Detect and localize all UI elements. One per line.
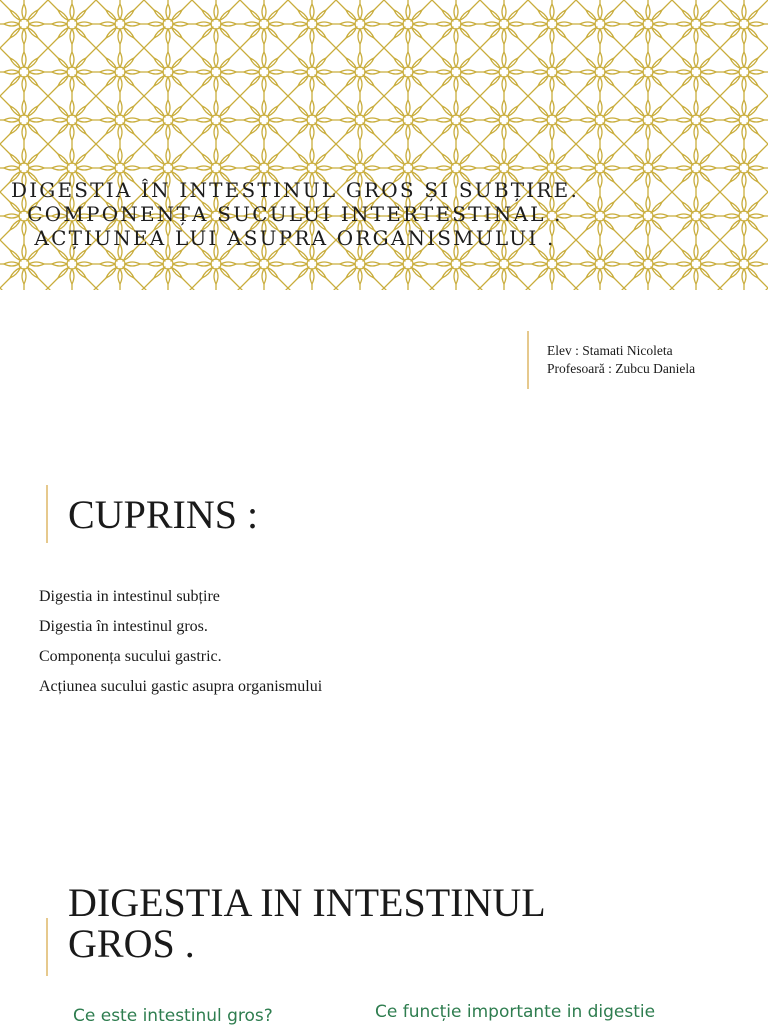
title-slide	[0, 0, 768, 452]
question-left: Ce este intestinul gros?	[73, 1006, 273, 1026]
list-item: Componența sucului gastric.	[39, 648, 222, 665]
contents-list	[39, 582, 322, 702]
title-line-1: DIGESTIA ÎN INTESTINUL GROS ȘI SUBȚIRE.	[10, 178, 580, 202]
title-line-2: COMPONENȚA SUCULUI INTERTESTINAL .	[27, 202, 563, 226]
section-title-line-2: GROS .	[68, 921, 195, 966]
accent-bar	[46, 918, 48, 976]
list-item: Digestia in intestinul subțire	[39, 588, 220, 605]
list-item: Acțiunea sucului gastic asupra organismului	[39, 678, 323, 695]
accent-bar	[46, 485, 48, 543]
contents-heading: CUPRINS :	[68, 492, 259, 537]
section-title	[68, 882, 546, 964]
section-title-line-1: DIGESTIA IN INTESTINUL	[68, 880, 546, 925]
author-block	[527, 331, 695, 389]
section-slide	[0, 852, 768, 1024]
teacher-name: Profesoară : Zubcu Daniela	[547, 361, 696, 376]
presentation-title	[0, 178, 590, 250]
student-name: Elev : Stamati Nicoleta	[547, 343, 673, 358]
list-item: Digestia în intestinul gros.	[39, 618, 208, 635]
contents-slide	[0, 452, 768, 852]
title-line-3: ACȚIUNEA LUI ASUPRA ORGANISMULUI .	[34, 226, 556, 250]
question-right: Ce funcție importante in digestie	[375, 1002, 656, 1022]
